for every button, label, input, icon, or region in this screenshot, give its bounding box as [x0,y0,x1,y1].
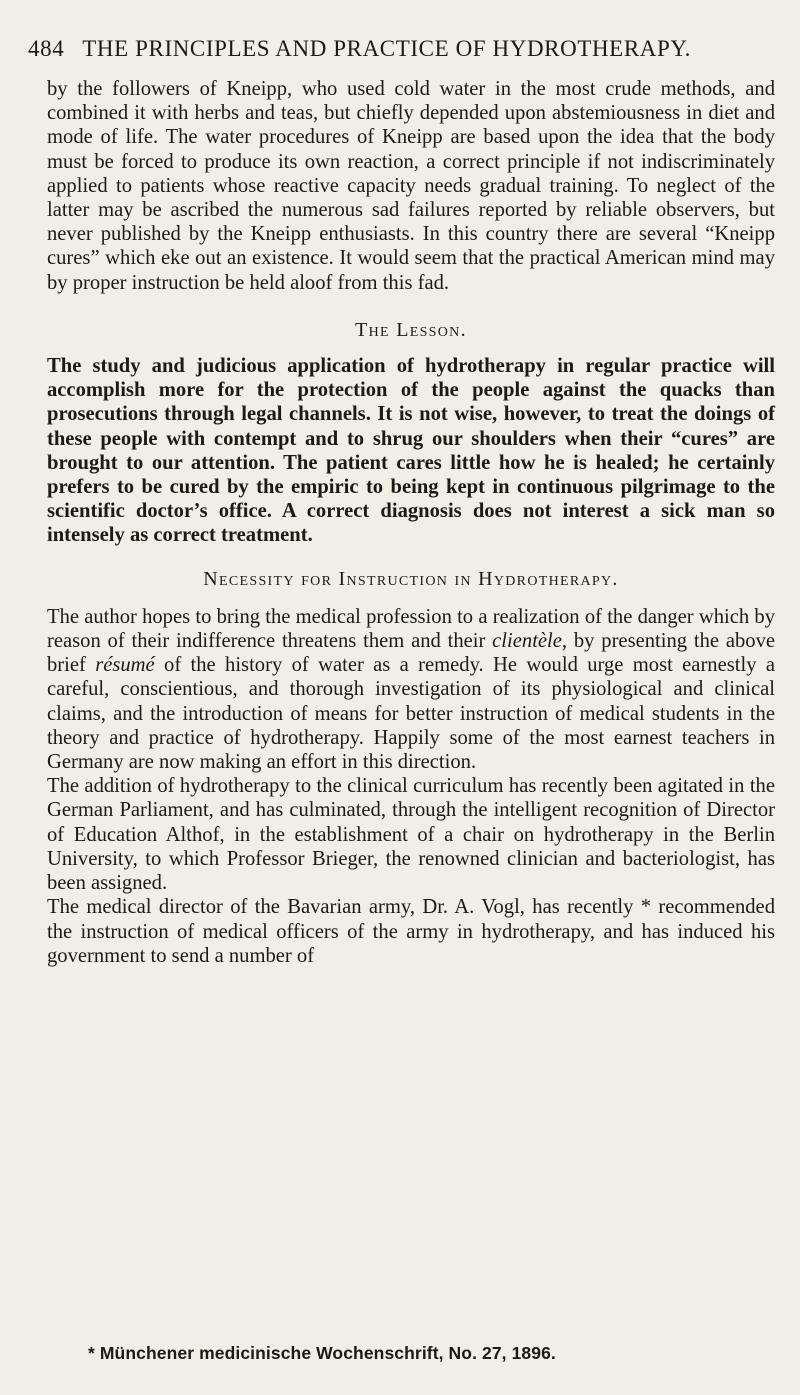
necessity-paragraph-2: The addition of hydrotherapy to the clinical curriculum has recently been agitated in the German Parliament, and has culminated, through the intelligent recognition of Director of Education Althof, in the establishment of a chair on hydrotherapy in the Berlin University, to which Professor Brieger, the renowned clinician and bacteriologist, has been assigned. [47,775,775,895]
intro-paragraph: by the followers of Kneipp, who used cold water in the most crude methods, and combined it with herbs and teas, but chiefly depended upon abstemiousness in diet and mode of life. The water procedures of Kneipp are based upon the idea that the body must be forced to produce its own reaction, a correct principle if not indiscriminately applied to patients whose reactive capacity needs gradual training. To neglect of the latter may be ascribed the numerous sad failures reported by reliable observers, but never published by the Kneipp enthusiasts. In this country there are several “Kneipp cures” which eke out an existence. It would seem that the practical American mind may by proper instruction be held aloof from this fad. [47,78,775,294]
clientele-italic: clientèle [492,630,562,653]
body-text [47,77,775,968]
resume-italic: résumé [95,654,155,677]
necessity-paragraph-3: The medical director of the Bavarian army, Dr. A. Vogl, has recently * recommended the instruction of medical officers of the army in hydrotherapy, and has induced his government to send a number of [47,896,775,967]
heading-necessity: Necessity for Instruction in Hydrotherapy. [203,567,619,590]
page-number: 484 [28,36,65,61]
footnote: * Münchener medicinische Wochenschrift, No. 27, 1896. [88,1343,556,1363]
running-head [28,36,788,62]
heading-the-lesson: The Lesson. [355,318,467,341]
running-title: THE PRINCIPLES AND PRACTICE OF HYDROTHERAPY. [82,36,691,61]
necessity-paragraph-1: The author hopes to bring the medical profession to a realization of the danger which by reason of their indifference threatens them and their clientèle, by presenting the above brief résumé of the history of water as a remedy. He would urge most earnestly a careful, conscientious, and thorough investigation of its physiological and clinical claims, and the introduction of means for better instruction of medical students in the theory and practice of hydrotherapy. Happily some of the most earnest teachers in Germany are now making an effort in this direction. [47,605,776,774]
lesson-paragraph: The study and judicious application of hydrotherapy in regular practice will accomplish more for the protection of the people against the quacks than prosecutions through legal channels. It is not wise, however, to treat the doings of these people with contempt and to shrug our shoulders when their “cures” are brought to our attention. The patient cares little how he is healed; he certainly prefers to be cured by the empiric to being kept in continuous pilgrimage to the scientific doctor’s office. A correct diagnosis does not interest a sick man so intensely as correct treatment. [47,355,775,547]
